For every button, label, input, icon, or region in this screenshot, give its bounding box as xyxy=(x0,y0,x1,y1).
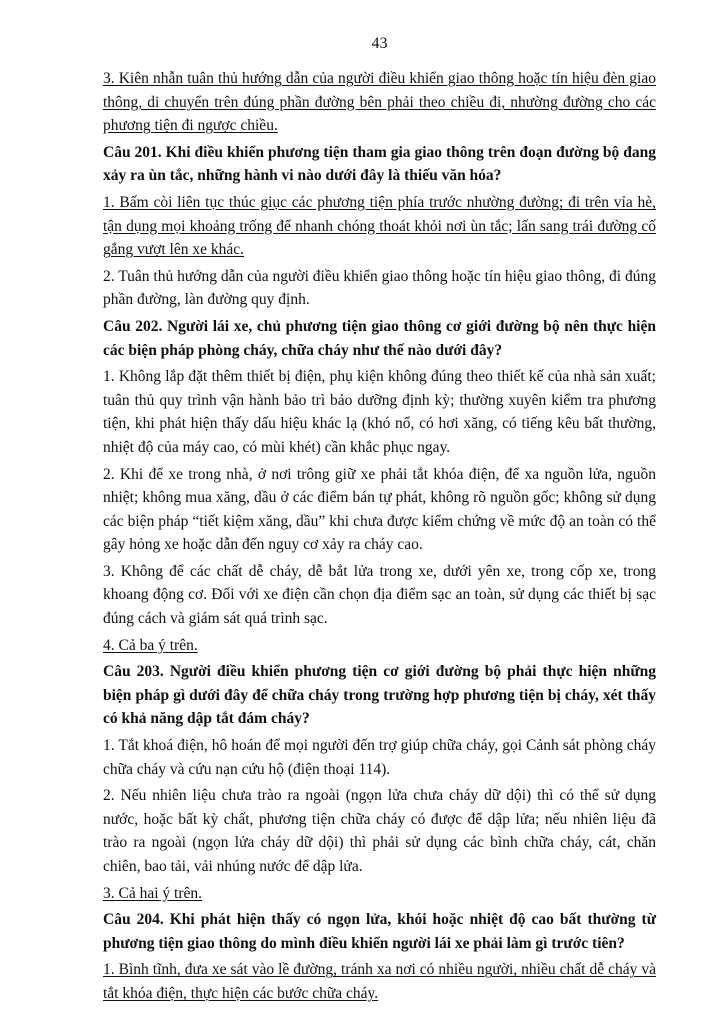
answer-option: 2. Nếu nhiên liệu chưa trào ra ngoài (ngọn lửa chưa cháy dữ dội) thì có thể sử dụng nước, hoặc bất kỳ chất, phương tiện chữa cháy có được để dập lửa; nếu nhiên liệu đã trào ra ngoài (ngọn lửa cháy dữ dội) thì phải sử dụng các bình chữa cháy, cát, chăn chiên, bao tải, vải nhúng nước để dập lửa. xyxy=(103,787,656,875)
answer-correct: 1. Bấm còi liên tục thúc giục các phương tiện phía trước nhường đường; đi trên vỉa hè, tận dụng mọi khoảng trống để nhanh chóng thoát khỏi nơi ùn tắc; lấn sang trái đường cố gắng vượt lên xe khác. xyxy=(103,193,656,259)
question-201: Câu 201. Khi điều khiển phương tiện tham gia giao thông trên đoạn đường bộ đang xảy ra ùn tắc, những hành vi nào dưới đây là thiếu văn hóa? xyxy=(103,143,656,185)
page-number: 43 xyxy=(371,35,388,52)
answer-option: 1. Không lắp đặt thêm thiết bị điện, phụ kiện không đúng theo thiết kế của nhà sản xuất; tuân thủ quy trình vận hành bảo trì bảo dưỡng định kỳ; thường xuyên kiểm tra phương tiện, khi phát hiện thấy dấu hiệu khác lạ (khó nổ, có hơi xăng, có tiếng kêu bất thường, nhiệt độ của máy cao, có mùi khét) cần khắc phục ngay. xyxy=(103,368,656,456)
answer-option: 1. Tắt khoá điện, hô hoán để mọi người đến trợ giúp chữa cháy, gọi Cảnh sát phòng cháy chữa cháy và cứu nạn cứu hộ (điện thoại 114). xyxy=(103,737,656,778)
question-203: Câu 203. Người điều khiển phương tiện cơ giới đường bộ phải thực hiện những biện pháp gì dưới đây để chữa cháy trong trường hợp phương tiện bị cháy, xét thấy có khả năng dập tắt đám cháy? xyxy=(103,663,656,728)
answer-option: 2. Tuân thủ hướng dẫn của người điều khiển giao thông hoặc tín hiệu giao thông, đi đúng phần đường, làn đường quy định. xyxy=(103,267,656,309)
question-204: Câu 204. Khi phát hiện thấy có ngọn lửa, khói hoặc nhiệt độ cao bất thường từ phương tiện giao thông do mình điều khiển người lái xe phải làm gì trước tiên? xyxy=(103,911,656,952)
answer-option: 3. Không để các chất dễ cháy, dễ bắt lửa trong xe, dưới yên xe, trong cốp xe, trong khoang động cơ. Đối với xe điện cần chọn địa điểm sạc an toàn, sử dụng các thiết bị sạc đúng cách và giám sát quá trình sạc. xyxy=(103,562,656,628)
answer-correct: 3. Kiên nhẫn tuân thủ hướng dẫn của người điều khiển giao thông hoặc tín hiệu đèn giao thông, di chuyển trên đúng phần đường bên phải theo chiều đi, nhường đường cho các phương tiện đi ngược chiều. xyxy=(103,70,656,135)
document-page xyxy=(103,34,656,1009)
answer-option: 2. Khi để xe trong nhà, ở nơi trông giữ xe phải tắt khóa điện, để xa nguồn lửa, nguồn nhiệt; không mua xăng, dầu ở các điểm bán tự phát, không rõ nguồn gốc; không sử dụng các biện pháp “tiết kiệm xăng, dầu” khi chưa được kiểm chứng về mức độ an toàn có thể gây hỏng xe hoặc dẫn đến nguy cơ xảy ra cháy cao. xyxy=(103,465,656,554)
answer-correct: 1. Bình tĩnh, đưa xe sát vào lề đường, tránh xa nơi có nhiều người, nhiều chất dễ cháy và tắt khóa điện, thực hiện các bước chữa cháy. xyxy=(103,961,656,1002)
answer-correct: 3. Cả hai ý trên. xyxy=(103,884,203,902)
question-202: Câu 202. Người lái xe, chủ phương tiện giao thông cơ giới đường bộ nên thực hiện các biện pháp phòng cháy, chữa cháy như thế nào dưới đây? xyxy=(103,317,656,359)
answer-correct: 4. Cả ba ý trên. xyxy=(103,636,198,654)
